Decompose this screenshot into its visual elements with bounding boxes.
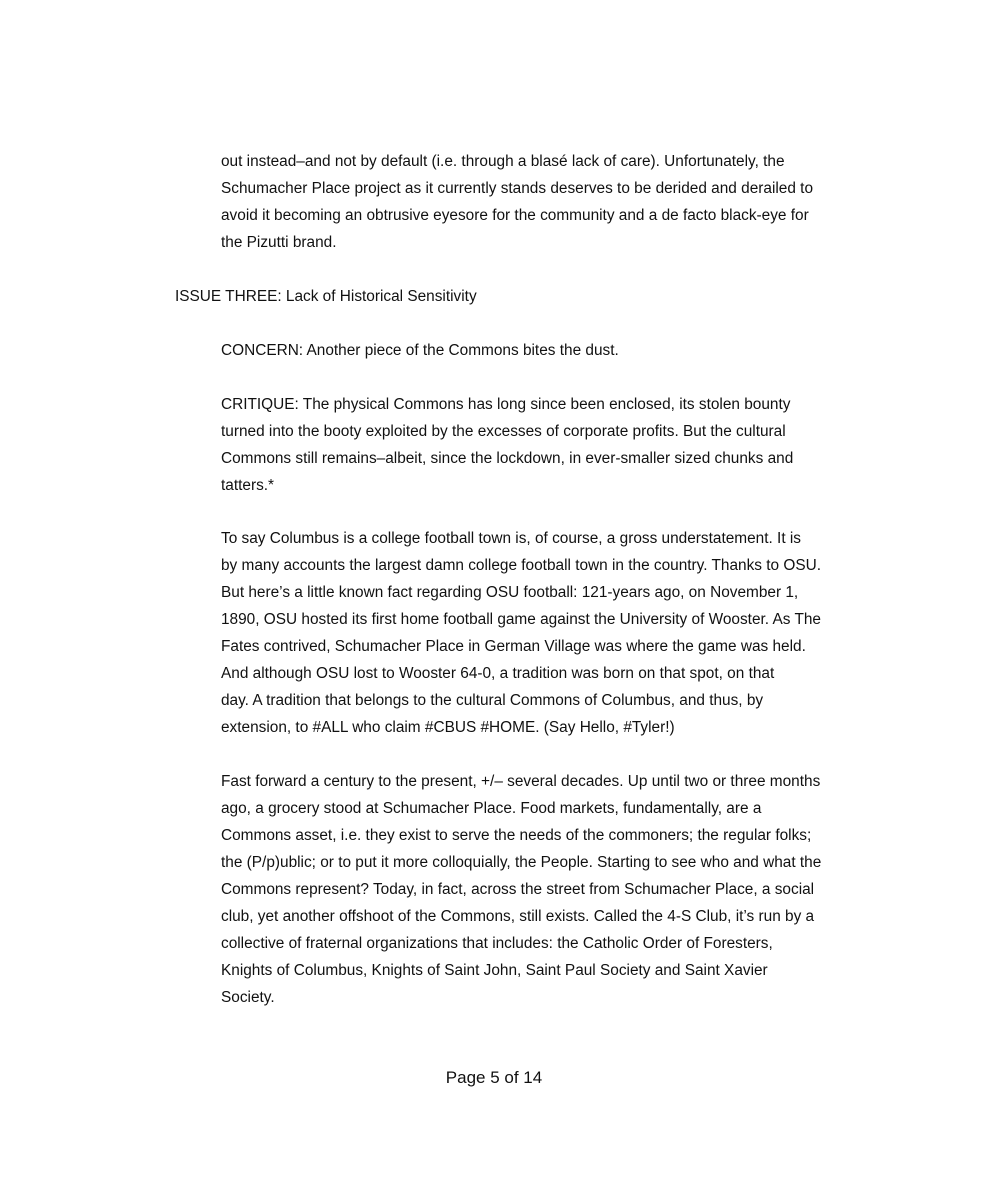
text-line: ISSUE THREE: Lack of Historical Sensitivity: [175, 288, 477, 305]
text-line: Fates contrived, Schumacher Place in German Village was where the game was held.: [221, 638, 806, 655]
text-line: To say Columbus is a college football town is, of course, a gross understatement. It is: [221, 530, 801, 547]
page-number-footer: Page 5 of 14: [445, 1068, 543, 1087]
text-line: Commons represent? Today, in fact, across the street from Schumacher Place, a social: [221, 881, 815, 898]
text-line: avoid it becoming an obtrusive eyesore for the community and a de facto black-eye for: [221, 207, 809, 224]
text-line: CRITIQUE: The physical Commons has long since been enclosed, its stolen bounty: [221, 396, 791, 413]
text-line: Commons still remains–albeit, since the lockdown, in ever-smaller sized chunks and: [221, 450, 794, 467]
continuation-paragraph: [221, 148, 821, 256]
text-line: Commons asset, i.e. they exist to serve the needs of the commoners; the regular folks;: [221, 827, 812, 844]
text-line: turned into the booty exploited by the excesses of corporate profits. But the cultural: [221, 423, 786, 440]
text-line: 1890, OSU hosted its first home football game against the University of Wooster. As The: [221, 611, 821, 628]
football-history-paragraph: [221, 525, 821, 741]
critique-paragraph: [221, 391, 821, 499]
concern-paragraph: [221, 337, 821, 364]
text-line: tatters.*: [221, 477, 275, 494]
text-line: club, yet another offshoot of the Commons, still exists. Called the 4-S Club, it’s run by a: [221, 908, 815, 925]
text-line: by many accounts the largest damn college football town in the country. Thanks to OSU.: [221, 557, 821, 574]
text-line: And although OSU lost to Wooster 64-0, a tradition was born on that spot, on that: [221, 665, 775, 682]
text-line: But here’s a little known fact regarding OSU football: 121-years ago, on November 1,: [221, 584, 799, 601]
text-line: Schumacher Place project as it currently stands deserves to be derided and derailed to: [221, 180, 814, 197]
fast-forward-paragraph: [221, 768, 821, 1011]
issue-heading: [175, 283, 815, 310]
text-line: Fast forward a century to the present, +/– several decades. Up until two or three months: [221, 773, 821, 790]
text-line: day. A tradition that belongs to the cultural Commons of Columbus, and thus, by: [221, 692, 764, 709]
text-line: extension, to #ALL who claim #CBUS #HOME. (Say Hello, #Tyler!): [221, 719, 675, 736]
text-line: CONCERN: Another piece of the Commons bites the dust.: [221, 342, 619, 359]
text-line: collective of fraternal organizations that includes: the Catholic Order of Foresters,: [221, 935, 773, 952]
text-line: the (P/p)ublic; or to put it more colloquially, the People. Starting to see who and what the: [221, 854, 822, 871]
text-line: out instead–and not by default (i.e. through a blasé lack of care). Unfortunately, the: [221, 153, 785, 170]
text-line: the Pizutti brand.: [221, 234, 337, 251]
text-line: Knights of Columbus, Knights of Saint John, Saint Paul Society and Saint Xavier: [221, 962, 768, 979]
text-line: Society.: [221, 989, 275, 1006]
text-line: ago, a grocery stood at Schumacher Place. Food markets, fundamentally, are a: [221, 800, 762, 817]
